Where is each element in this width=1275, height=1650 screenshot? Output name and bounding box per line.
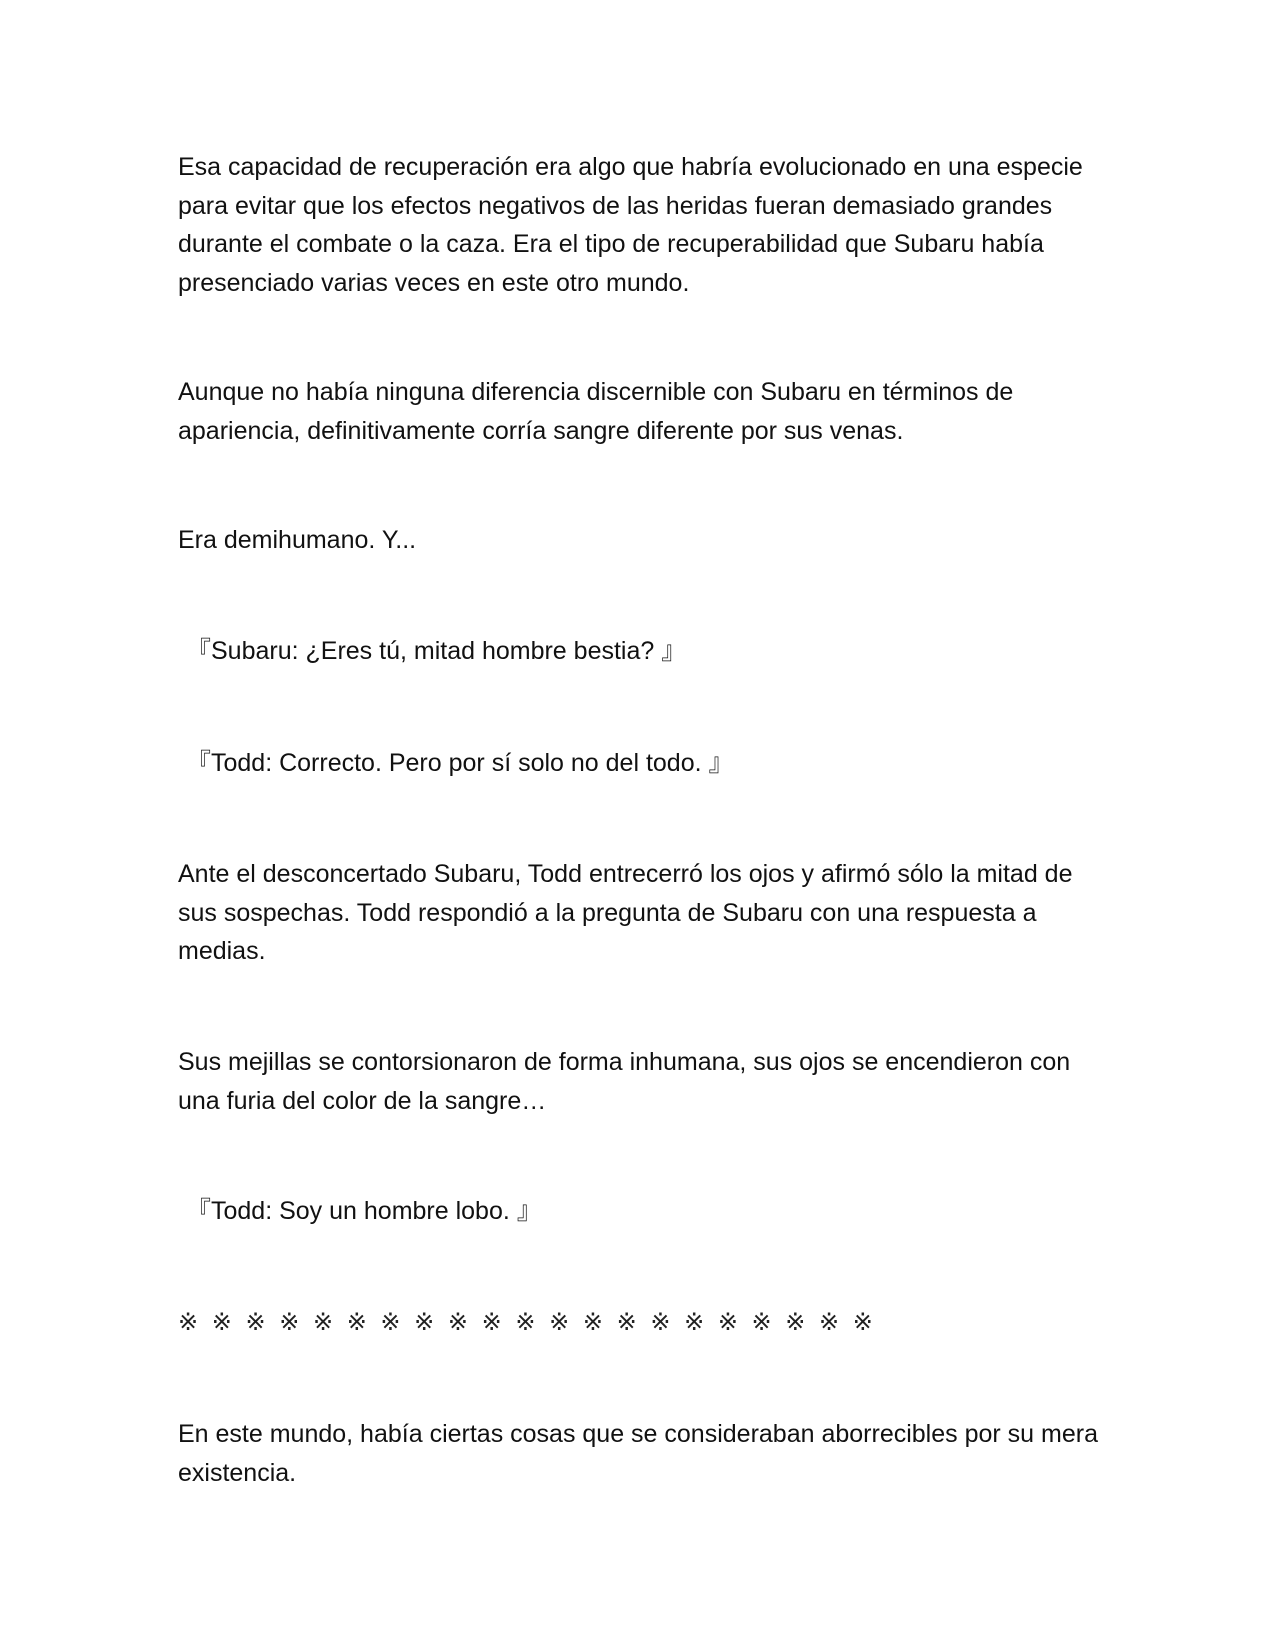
dialogue-todd-correct: 『Todd: Correcto. Pero por sí solo no del todo. 』 [186, 749, 734, 777]
paragraph-recovery: Esa capacidad de recuperación era algo que habría evolucionado en una especie para evitar que los efectos negativos de las heridas fueran demasiado grandes durante el combate o la caza. Era el tipo de recuperabilidad que Subaru había presenciado varias veces en este otro mundo. [178, 153, 1083, 297]
paragraph-appearance: Aunque no había ninguna diferencia discernible con Subaru en términos de apariencia, definitivamente corría sangre diferente por sus venas. [178, 378, 1014, 445]
section-separator: ※ ※ ※ ※ ※ ※ ※ ※ ※ ※ ※ ※ ※ ※ ※ ※ ※ ※ ※ ※ ※ [178, 1308, 876, 1336]
paragraph-world: En este mundo, había ciertas cosas que se consideraban aborrecibles por su mera existencia. [178, 1420, 1098, 1487]
dialogue-todd-werewolf: 『Todd: Soy un hombre lobo. 』 [186, 1197, 542, 1225]
paragraph-todd-reply: Ante el desconcertado Subaru, Todd entrecerró los ojos y afirmó sólo la mitad de sus sospechas. Todd respondió a la pregunta de Subaru con una respuesta a medias. [178, 860, 1073, 965]
paragraph-cheeks: Sus mejillas se contorsionaron de forma inhumana, sus ojos se encendieron con una furia del color de la sangre… [178, 1048, 1071, 1115]
dialogue-subaru: 『Subaru: ¿Eres tú, mitad hombre bestia? 』 [186, 637, 687, 665]
paragraph-demihuman: Era demihumano. Y... [178, 526, 417, 554]
